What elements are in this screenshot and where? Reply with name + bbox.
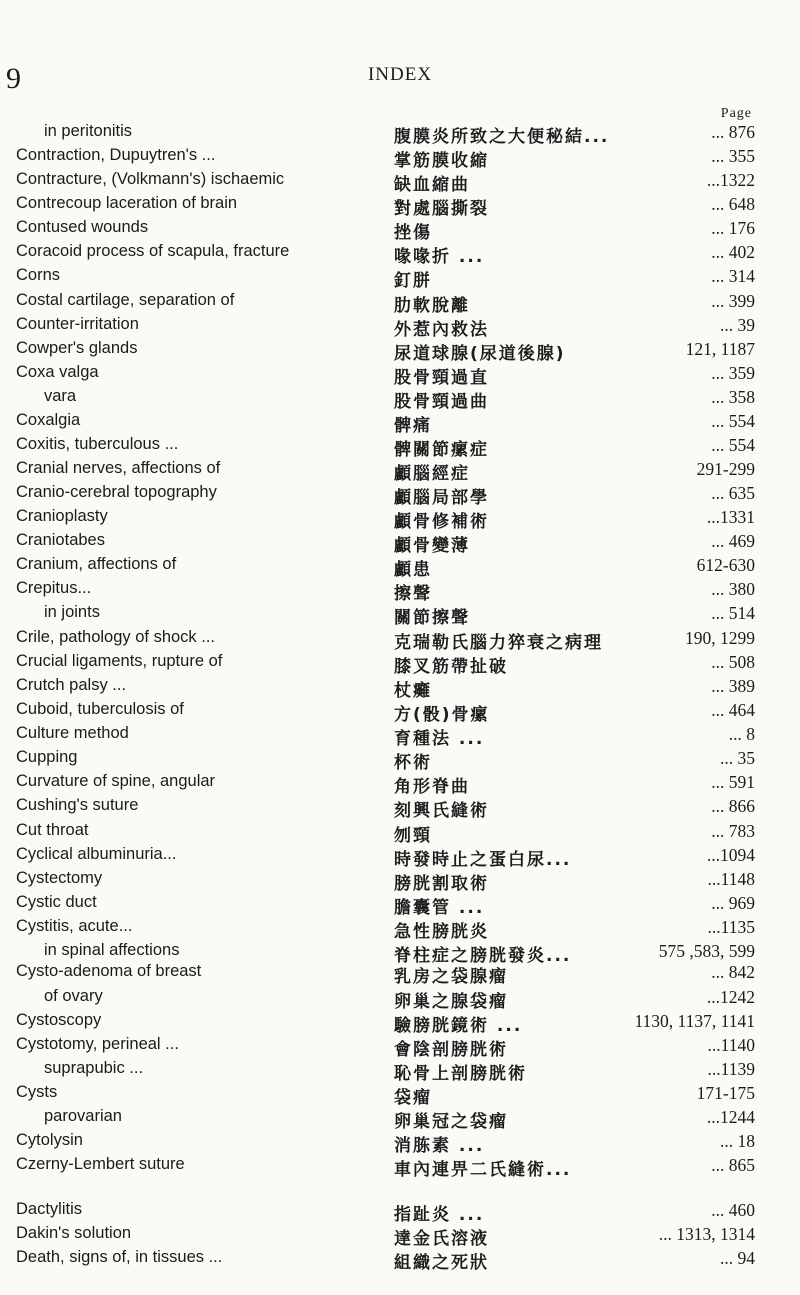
entry-english-term: Cranioplasty: [16, 507, 108, 525]
entry-chinese-term: 擦聲: [394, 584, 432, 604]
entry-chinese-term: 會陰剖膀胱術: [394, 1040, 508, 1060]
entry-page-reference: ...1135: [707, 917, 755, 937]
entry-page-reference: ... 314: [711, 266, 755, 286]
index-entry: [0, 962, 800, 987]
entry-chinese-term: 時發時止之蛋白尿...: [394, 850, 572, 870]
index-entry: [0, 242, 800, 267]
entry-chinese-term: 組織之死狀: [394, 1253, 489, 1273]
entry-page-reference: ... 380: [711, 579, 755, 599]
index-entry: [0, 1155, 800, 1180]
entry-english-term: Contused wounds: [16, 218, 149, 236]
entry-chinese-term: 腹膜炎所致之大便秘結...: [394, 127, 610, 147]
entry-english-term: Cysto-adenoma of breast: [16, 962, 202, 980]
entry-page-reference: ... 866: [711, 796, 755, 816]
entry-chinese-term: 方(骰)骨瘰: [394, 705, 490, 725]
index-entry: [0, 266, 800, 291]
entry-chinese-term: 尿道球腺(尿道後腺): [394, 344, 566, 364]
entry-chinese-term: 杖癱: [394, 681, 432, 701]
entry-english-term: Cyclical albuminuria...: [16, 845, 177, 863]
index-entry: [0, 1131, 800, 1156]
entry-page-reference: ...1094: [706, 845, 755, 865]
entry-english-term: Dakin's solution: [16, 1224, 132, 1242]
entry-english-term: Cuboid, tuberculosis of: [16, 700, 184, 718]
entry-chinese-term: 顱患: [394, 560, 432, 580]
entry-english-term: Crepitus...: [16, 579, 92, 597]
entry-page-reference: ... 635: [711, 483, 755, 503]
entry-page-reference: ... 554: [711, 435, 755, 455]
entry-chinese-term: 卵巢冠之袋瘤: [394, 1112, 508, 1132]
entry-page-reference: ... 8: [728, 724, 755, 744]
entry-page-reference: ... 464: [711, 700, 755, 720]
entry-english-term: Coxalgia: [16, 411, 81, 429]
entry-english-term: of ovary: [44, 987, 103, 1005]
entry-chinese-term: 掌筋膜收縮: [394, 151, 489, 171]
index-entry: [0, 315, 800, 340]
entry-chinese-term: 顱腦局部學: [394, 488, 489, 508]
entry-page-reference: ... 402: [711, 242, 755, 262]
index-entry: [0, 387, 800, 412]
index-entry: [0, 772, 800, 797]
entry-page-reference: ... 514: [711, 603, 755, 623]
index-entry: [0, 941, 800, 966]
entry-chinese-term: 股骨頸過直: [394, 368, 489, 388]
entry-english-term: Cystoscopy: [16, 1011, 102, 1029]
entry-page-reference: 291-299: [696, 459, 755, 479]
entry-page-reference: ... 18: [720, 1131, 755, 1151]
entry-chinese-term: 對處腦撕裂: [394, 199, 489, 219]
entry-chinese-term: 關節擦聲: [394, 608, 470, 628]
index-entry: [0, 628, 800, 653]
entry-page-reference: ... 842: [711, 962, 755, 982]
index-entry: [0, 435, 800, 460]
entry-chinese-term: 喙喙折 ...: [394, 247, 485, 267]
entry-chinese-term: 急性膀胱炎: [394, 922, 489, 942]
entry-english-term: Cystitis, acute...: [16, 917, 133, 935]
entry-page-reference: ... 399: [711, 291, 755, 311]
page-number: 9: [6, 62, 21, 95]
index-entry: [0, 194, 800, 219]
entry-english-term: Cystic duct: [16, 893, 97, 911]
entry-english-term: Cytolysin: [16, 1131, 83, 1149]
index-entry: [0, 724, 800, 749]
entry-page-reference: ... 508: [711, 652, 755, 672]
entry-page-reference: ... 355: [711, 146, 755, 166]
index-entry: [0, 411, 800, 436]
index-entry: [0, 796, 800, 821]
index-entry: [0, 1059, 800, 1084]
entry-english-term: Craniotabes: [16, 531, 105, 549]
entry-page-reference: ... 176: [711, 218, 755, 238]
entry-english-term: vara: [44, 387, 77, 405]
entry-page-reference: ...1148: [707, 869, 755, 889]
index-entry: [0, 1200, 800, 1225]
entry-page-reference: ... 648: [711, 194, 755, 214]
entry-page-reference: ... 460: [711, 1200, 755, 1220]
page-column-heading: Page: [720, 106, 752, 121]
entry-page-reference: ... 94: [720, 1248, 755, 1268]
entry-chinese-term: 刻興氏縫術: [394, 801, 489, 821]
entry-page-reference: ... 389: [711, 676, 755, 696]
entry-page-reference: ... 783: [711, 821, 755, 841]
entry-english-term: Contrecoup laceration of brain: [16, 194, 238, 212]
entry-chinese-term: 膽囊管 ...: [394, 898, 485, 918]
entry-english-term: in joints: [44, 603, 100, 621]
entry-chinese-term: 顱腦經症: [394, 464, 470, 484]
index-entry: [0, 579, 800, 604]
entry-chinese-term: 肋軟脫離: [394, 296, 470, 316]
entry-chinese-term: 車內連畀二氏縫術...: [394, 1160, 572, 1180]
entry-chinese-term: 恥骨上剖膀胱術: [394, 1064, 527, 1084]
entry-page-reference: ...1140: [707, 1035, 755, 1055]
index-entry: [0, 748, 800, 773]
entry-english-term: suprapubic ...: [44, 1059, 144, 1077]
entry-english-term: Dactylitis: [16, 1200, 83, 1218]
entry-page-reference: ...1242: [706, 987, 755, 1007]
entry-chinese-term: 股骨頸過曲: [394, 392, 489, 412]
entry-english-term: Cystotomy, perineal ...: [16, 1035, 179, 1053]
entry-english-term: Cysts: [16, 1083, 58, 1101]
entry-chinese-term: 卵巢之腺袋瘤: [394, 992, 508, 1012]
entry-english-term: Cut throat: [16, 821, 89, 839]
entry-english-term: in spinal affections: [44, 941, 180, 959]
index-entry: [0, 1107, 800, 1132]
index-entry: [0, 917, 800, 942]
index-entry: [0, 869, 800, 894]
entry-english-term: Crucial ligaments, rupture of: [16, 652, 223, 670]
index-entry: [0, 483, 800, 508]
entry-page-reference: ... 969: [711, 893, 755, 913]
entry-chinese-term: 挫傷: [394, 223, 432, 243]
entry-english-term: Costal cartilage, separation of: [16, 291, 235, 309]
entry-english-term: parovarian: [44, 1107, 122, 1125]
index-entry: [0, 363, 800, 388]
index-entry: [0, 507, 800, 532]
index-entry: [0, 1011, 800, 1036]
entry-page-reference: ... 591: [711, 772, 755, 792]
entry-page-reference: ... 865: [711, 1155, 755, 1175]
index-entry: [0, 1248, 800, 1273]
entry-english-term: Contracture, (Volkmann's) ischaemic: [16, 170, 285, 188]
entry-page-reference: 190, 1299: [685, 628, 755, 648]
entry-page-reference: 171-175: [696, 1083, 755, 1103]
entry-chinese-term: 髀痛: [394, 416, 432, 436]
entry-english-term: Cupping: [16, 748, 78, 766]
entry-page-reference: ... 469: [711, 531, 755, 551]
running-head: INDEX: [367, 64, 433, 85]
entry-page-reference: 612-630: [696, 555, 755, 575]
entry-page-reference: ... 876: [711, 122, 755, 142]
entry-chinese-term: 脊柱症之膀胱發炎...: [394, 946, 572, 966]
index-entry: [0, 603, 800, 628]
entry-chinese-term: 乳房之袋腺瘤: [394, 967, 508, 987]
entry-page-reference: ...1139: [707, 1059, 755, 1079]
entry-english-term: Death, signs of, in tissues ...: [16, 1248, 223, 1266]
entry-page-reference: ... 359: [711, 363, 755, 383]
index-entry: [0, 459, 800, 484]
entry-english-term: Crutch palsy ...: [16, 676, 127, 694]
index-entry: [0, 1224, 800, 1249]
entry-page-reference: 575 ,583, 599: [658, 941, 755, 961]
entry-english-term: Coracoid process of scapula, fracture: [16, 242, 290, 260]
index-entry: [0, 339, 800, 364]
index-entry: [0, 700, 800, 725]
index-entry: [0, 146, 800, 171]
index-entry: [0, 676, 800, 701]
entry-chinese-term: 角形脊曲: [394, 777, 470, 797]
entry-chinese-term: 膝叉筋帶扯破: [394, 657, 508, 677]
index-entry: [0, 122, 800, 147]
entry-english-term: Counter-irritation: [16, 315, 139, 333]
entry-english-term: Coxa valga: [16, 363, 99, 381]
entry-chinese-term: 刎頸: [394, 826, 432, 846]
entry-chinese-term: 顱骨修補術: [394, 512, 489, 532]
entry-chinese-term: 驗膀胱鏡術 ...: [394, 1016, 523, 1036]
index-entry: [0, 170, 800, 195]
entry-english-term: Cranial nerves, affections of: [16, 459, 221, 477]
entry-english-term: in peritonitis: [44, 122, 133, 140]
index-entry: [0, 845, 800, 870]
entry-english-term: Curvature of spine, angular: [16, 772, 216, 790]
index-entry: [0, 652, 800, 677]
index-entry: [0, 987, 800, 1012]
entry-chinese-term: 袋瘤: [394, 1088, 432, 1108]
entry-english-term: Cranium, affections of: [16, 555, 177, 573]
entry-english-term: Czerny-Lembert suture: [16, 1155, 185, 1173]
entry-page-reference: ... 39: [720, 315, 755, 335]
entry-chinese-term: 杯術: [394, 753, 432, 773]
entry-chinese-term: 顱骨變薄: [394, 536, 470, 556]
entry-page-reference: ... 1313, 1314: [658, 1224, 755, 1244]
entry-page-reference: ... 358: [711, 387, 755, 407]
entry-chinese-term: 釘胼: [394, 271, 432, 291]
entry-chinese-term: 缺血縮曲: [394, 175, 470, 195]
entry-chinese-term: 髀關節瘰症: [394, 440, 489, 460]
entry-chinese-term: 外惹內救法: [394, 320, 489, 340]
entry-page-reference: 121, 1187: [685, 339, 755, 359]
entry-chinese-term: 達金氏溶液: [394, 1229, 489, 1249]
index-entry: [0, 531, 800, 556]
index-entry: [0, 218, 800, 243]
entry-page-reference: ... 35: [720, 748, 755, 768]
entry-chinese-term: 指趾炎 ...: [394, 1205, 485, 1225]
entry-english-term: Crile, pathology of shock ...: [16, 628, 216, 646]
entry-chinese-term: 消胨素 ...: [394, 1136, 485, 1156]
entry-page-reference: 1130, 1137, 1141: [634, 1011, 755, 1031]
entry-english-term: Cystectomy: [16, 869, 103, 887]
entry-chinese-term: 膀胱割取術: [394, 874, 489, 894]
entry-page-reference: ... 554: [711, 411, 755, 431]
entry-english-term: Cowper's glands: [16, 339, 138, 357]
entry-english-term: Coxitis, tuberculous ...: [16, 435, 179, 453]
index-entry: [0, 291, 800, 316]
entry-page-reference: ...1331: [706, 507, 755, 527]
index-entry: [0, 893, 800, 918]
index-entry: [0, 1083, 800, 1108]
entry-page-reference: ...1322: [706, 170, 755, 190]
entry-english-term: Contraction, Dupuytren's ...: [16, 146, 216, 164]
entry-chinese-term: 克瑞勒氏腦力猝衰之病理: [394, 633, 603, 653]
index-entry: [0, 821, 800, 846]
index-entry: [0, 1035, 800, 1060]
entry-english-term: Corns: [16, 266, 61, 284]
entry-english-term: Culture method: [16, 724, 129, 742]
entry-english-term: Cranio-cerebral topography: [16, 483, 217, 501]
entry-chinese-term: 育種法 ...: [394, 729, 485, 749]
index-entry: [0, 555, 800, 580]
entry-page-reference: ...1244: [706, 1107, 755, 1127]
entry-english-term: Cushing's suture: [16, 796, 139, 814]
